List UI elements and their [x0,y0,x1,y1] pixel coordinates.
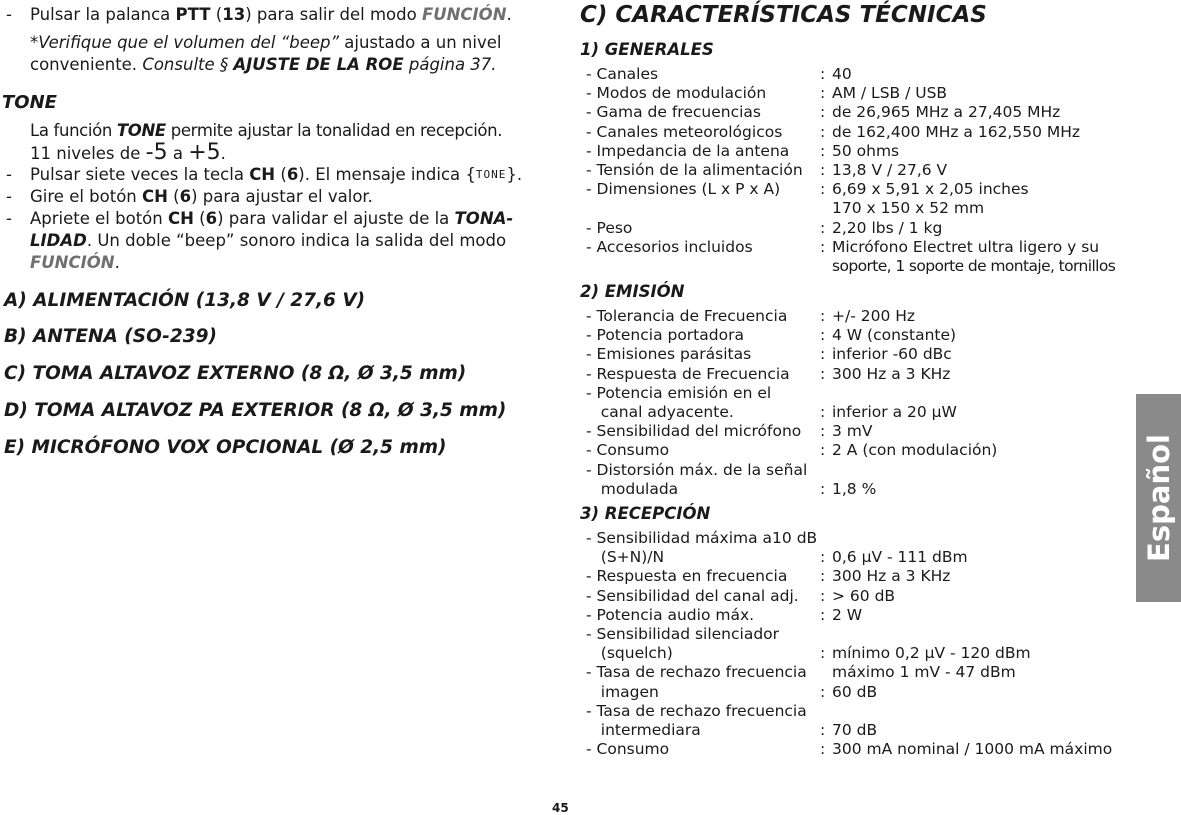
spec-colon: : [820,345,826,364]
spec-label-cont: modulada [586,479,679,498]
spec-label-cont: intermediara [586,720,701,739]
spec-value: 300 Hz a 3 KHz [832,567,951,586]
spec-colon: : [820,103,826,122]
spec-colon: : [820,161,826,179]
spec-label: - Sensibilidad del micrófono [586,422,802,441]
spec-colon: : [820,364,826,383]
spec-value: AM / LSB / USB [832,84,948,103]
spec-label: - Tolerancia de Frecuencia [586,307,788,325]
spec-value: 0,6 µV - 111 dBm [832,548,968,567]
general-heading: 1) GENERALES [580,40,714,59]
spec-value-cont: soporte, 1 soporte de montaje, tornillos [832,256,1116,275]
spec-value: 300 mA nominal / 1000 mA máximo [832,740,1113,759]
spec-label: - Impedancia de la antena [586,141,790,160]
spec-colon: : [820,605,826,624]
spec-label: - Tasa de rechazo frecuencia [586,701,807,720]
spec-label: - Sensibilidad del canal adj. [586,586,799,605]
spec-colon: : [820,141,826,160]
spec-colon: : [820,122,826,141]
spec-value: 60 dB [832,682,878,701]
lcd-display-text: TONE [475,168,507,181]
spec-label: - Consumo [586,441,670,460]
spec-value: 2 W [832,605,863,624]
recepcion-heading: 3) RECEPCIÓN [580,504,711,523]
spec-value: 300 Hz a 3 KHz [832,364,951,383]
spec-label-cont: (squelch) [586,644,673,663]
section-d-heading: D) TOMA ALTAVOZ PA EXTERIOR (8 Ω, Ø 3,5 mm) [4,400,507,421]
spec-value: Micrófono Electret ultra ligero y su [832,237,1100,256]
step-2: - Gire el botón CH (6) para ajustar el valor. [6,187,373,206]
section-b-heading: B) ANTENA (SO-239) [4,326,217,347]
spec-label: - Respuesta de Frecuencia [586,364,790,383]
spec-label: - Tasa de rechazo frecuencia [586,663,807,682]
spec-label: - Tensión de la alimentación [586,161,803,179]
spec-colon: : [820,402,826,421]
spec-colon: : [820,180,826,199]
spec-label: - Peso [586,218,633,237]
spec-label-cont: imagen [586,682,659,701]
spec-value: de 26,965 MHz a 27,405 MHz [832,103,1061,122]
spec-label: - Gama de frecuencias [586,103,761,122]
spec-value: inferior -60 dBc [832,345,952,364]
spec-colon: : [820,307,826,325]
tone-description: La función TONE permite ajustar la tonalidad en recepción. [30,121,503,140]
spec-value: 2,20 lbs / 1 kg [832,218,943,237]
spec-value: 70 dB [832,720,878,739]
spec-label: - Modos de modulación [586,84,767,103]
spec-colon: : [820,740,826,759]
spec-colon: : [820,84,826,103]
spec-colon: : [820,644,826,663]
section-c-heading: C) TOMA ALTAVOZ EXTERNO (8 Ω, Ø 3,5 mm) [4,363,467,384]
spec-label: - Canales [586,65,659,83]
spec-label: - Consumo [586,740,670,759]
step-1: - Pulsar siete veces la tecla CH (6). El mensaje indica {TONE}. [6,165,523,184]
spec-label: - Canales meteorológicos [586,122,783,141]
spec-colon: : [820,218,826,237]
spec-value: de 162,400 MHz a 162,550 MHz [832,122,1081,141]
spec-label: - Potencia audio máx. [586,605,755,624]
tone-levels: 11 niveles de -5 a +5. [30,140,226,165]
section-a-heading: A) ALIMENTACIÓN (13,8 V / 27,6 V) [4,290,366,311]
spec-label: - Potencia emisión en el [586,383,772,402]
spec-colon: : [820,326,826,345]
spec-value: 4 W (constante) [832,326,957,345]
verify-note: *Verifique que el volumen del “beep” ajustado a un nivel conveniente. Consulte § AJUSTE DE LA ROE página 37. [30,33,502,74]
page-number: 45 [552,801,569,815]
spec-label: - Dimensiones (L x P x A) [586,180,781,199]
spec-label: - Emisiones parásitas [586,345,752,364]
spec-value: 3 mV [832,422,873,441]
spec-value: 1,8 % [832,479,877,498]
spec-label: - Potencia portadora [586,326,744,345]
spec-label: - Respuesta en frecuencia [586,567,788,586]
spec-value-cont: máximo 1 mV - 47 dBm [832,663,1016,682]
spec-value: 50 ohms [832,141,900,160]
spec-colon: : [820,441,826,460]
spec-colon: : [820,720,826,739]
spec-colon: : [820,479,826,498]
spec-value: 13,8 V / 27,6 V [832,161,948,179]
step-3: - Apriete el botón CH (6) para validar el ajuste de la TONA- LIDAD. Un doble “beep” sonoro indica la salida del modo FUNCIÓN. [6,209,514,272]
spec-value: 2 A (con modulación) [832,441,998,460]
spec-colon: : [820,548,826,567]
language-tab [1136,394,1181,602]
spec-colon: : [820,682,826,701]
spec-value: inferior a 20 µW [832,402,957,421]
spec-label: - Accesorios incluidos [586,237,753,256]
spec-label: - Sensibilidad máxima a10 dB [586,529,818,547]
spec-value: 6,69 x 5,91 x 2,05 inches [832,180,1029,199]
specs-title: C) CARACTERÍSTICAS TÉCNICAS [580,2,987,28]
spec-label-cont: (S+N)/N [586,548,665,567]
spec-value: 40 [832,65,852,83]
spec-colon: : [820,237,826,256]
spec-label-cont: canal adyacente. [586,402,734,421]
tone-heading: TONE [2,92,57,113]
spec-value: mínimo 0,2 µV - 120 dBm [832,644,1031,663]
spec-colon: : [820,586,826,605]
spec-label: - Sensibilidad silenciador [586,625,780,643]
spec-colon: : [820,65,826,83]
spec-colon: : [820,422,826,441]
spec-value: +/- 200 Hz [832,307,916,325]
spec-colon: : [820,567,826,586]
spec-value-cont: 170 x 150 x 52 mm [832,199,985,218]
spec-label: - Distorsión máx. de la señal [586,460,808,479]
emision-heading: 2) EMISIÓN [580,282,685,301]
language-tab-label: Español [1141,434,1176,562]
ptt-instruction: - Pulsar la palanca PTT (13) para salir del modo FUNCIÓN. [6,5,512,24]
spec-value: > 60 dB [832,586,896,605]
section-e-heading: E) MICRÓFONO VOX OPCIONAL (Ø 2,5 mm) [4,437,447,458]
